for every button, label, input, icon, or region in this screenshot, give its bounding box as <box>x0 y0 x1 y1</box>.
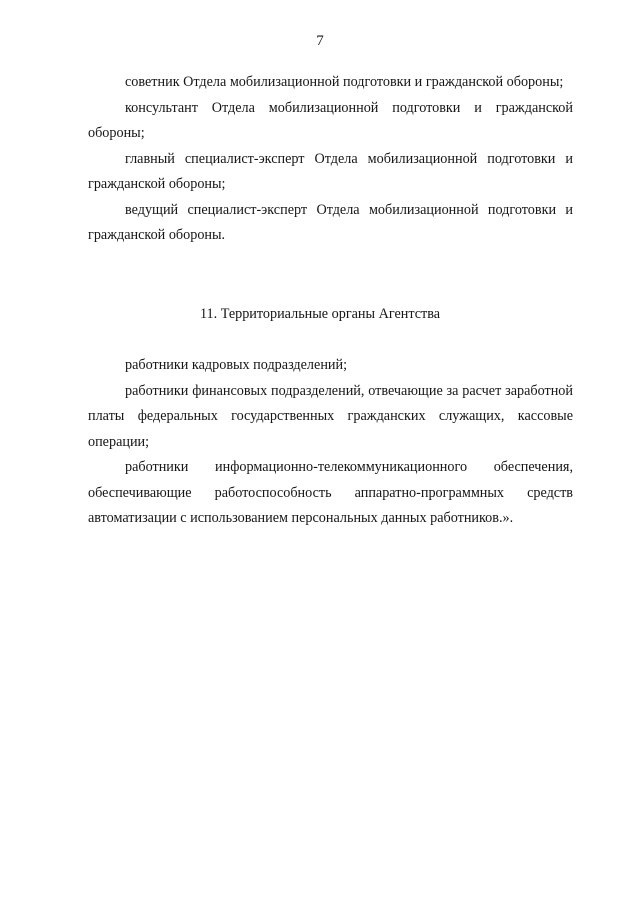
position-list-mobilization-department <box>88 70 573 249</box>
section-heading-territorial-bodies: 11. Территориальные органы Агентства <box>199 306 441 322</box>
paragraph-consultant: консультант Отдела мобилизационной подготовки и гражданской обороны; <box>88 99 573 141</box>
page-number: 7 <box>316 33 324 49</box>
paragraph-finance-staff: работники финансовых подразделений, отвечающие за расчет заработной платы федеральных государственных гражданских служащих, кассовые операции; <box>88 382 573 450</box>
paragraph-hr-staff: работники кадровых подразделений; <box>125 357 348 373</box>
position-list-territorial-bodies <box>88 353 573 532</box>
paragraph-advisor: советник Отдела мобилизационной подготовки и гражданской обороны; <box>125 74 564 90</box>
paragraph-it-staff: работники информационно-телекоммуникационного обеспечения, обеспечивающие работоспособность аппаратно-программных средств автоматизации с использованием персональных данных работников.». <box>88 459 573 526</box>
paragraph-leading-specialist: ведущий специалист-эксперт Отдела мобилизационной подготовки и гражданской обороны. <box>88 201 573 243</box>
paragraph-chief-specialist: главный специалист-эксперт Отдела мобилизационной подготовки и гражданской обороны; <box>88 150 573 192</box>
